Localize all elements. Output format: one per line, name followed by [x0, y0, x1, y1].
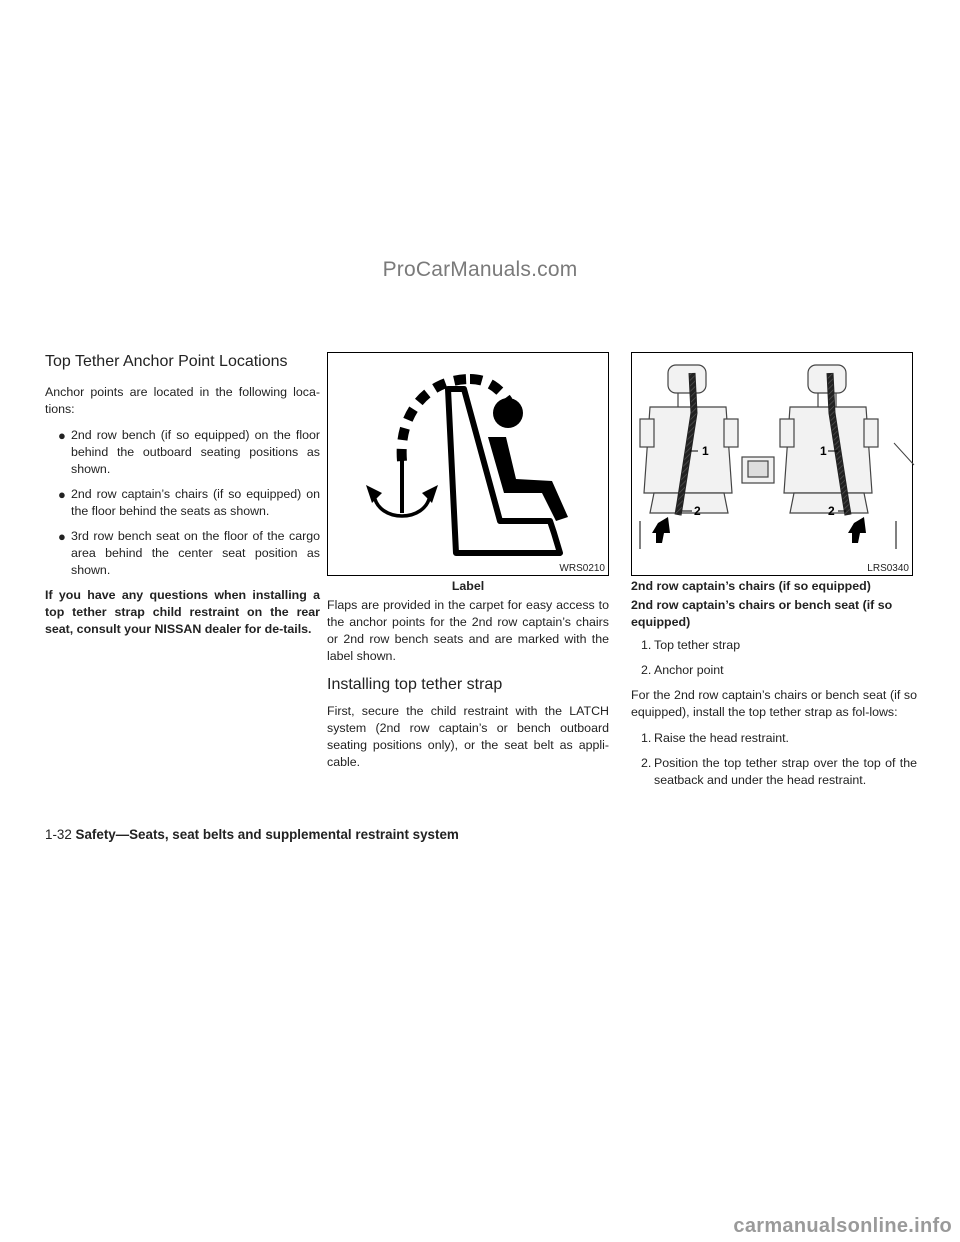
list-item: 1. Raise the head restraint. [641, 731, 789, 745]
subheading: 2nd row captain’s chairs or bench seat (if so equipped) [631, 598, 893, 629]
anchor-label-left: 2 [694, 504, 701, 518]
procedure-paragraph: For the 2nd row captain’s chairs or bench seat (if so equipped), install the top tether strap as fol-lows: [631, 688, 917, 719]
dealer-note: If you have any questions when installing a top tether strap child restraint on the rear seat, consult your NISSAN dealer for de-tails. [45, 588, 320, 636]
page-number: 1-32 [45, 827, 72, 842]
figure-caption: 2nd row captain’s chairs (if so equipped) [631, 579, 871, 593]
arrow-icon [652, 517, 866, 543]
tether-label-figure [327, 352, 609, 576]
page-footer [45, 827, 459, 842]
strap-label-left: 1 [702, 444, 709, 458]
section-heading: Top Tether Anchor Point Locations [45, 353, 288, 370]
list-item: 1. Top tether strap [641, 638, 741, 652]
captain-chairs-figure [631, 352, 913, 576]
column-left [45, 352, 320, 647]
intro-paragraph: Anchor points are located in the following loca-tions: [45, 385, 320, 416]
tether-anchor-icon [328, 353, 608, 575]
anchor-location-list [45, 427, 320, 579]
list-item: ● 2nd row captain’s chairs (if so equipped) on the floor behind the seats as shown. [58, 487, 320, 518]
flaps-paragraph: Flaps are provided in the carpet for easy access to the anchor points for the 2nd row captain’s chairs or 2nd row bench seats and are marked with the label shown. [327, 598, 609, 663]
steps-list [631, 730, 917, 789]
column-right [631, 352, 917, 797]
watermark-top: ProCarManuals.com [382, 258, 578, 281]
figure-code: LRS0340 [867, 563, 909, 574]
figure-caption: Label [451, 579, 485, 593]
install-heading: Installing top tether strap [327, 676, 503, 693]
figure-code: WRS0210 [559, 563, 605, 574]
column-middle [327, 352, 609, 780]
legend-list [631, 637, 917, 679]
bullet-icon: ● [58, 529, 66, 544]
list-item: 2. Anchor point [641, 663, 724, 677]
list-item: ● 3rd row bench seat on the floor of the cargo area behind the center seat position as shown. [58, 529, 320, 577]
strap-label-right: 1 [820, 444, 827, 458]
bullet-icon: ● [58, 428, 66, 443]
bullet-icon: ● [58, 487, 66, 502]
watermark-bottom: carmanualsonline.info [733, 1215, 952, 1237]
install-paragraph: First, secure the child restraint with the LATCH system (2nd row captain’s or bench outboard seating positions only), or the seat belt as appli-cable. [327, 704, 609, 769]
anchor-label-right: 2 [828, 504, 835, 518]
section-title: Safety—Seats, seat belts and supplemental restraint system [75, 827, 459, 842]
list-item: ● 2nd row bench (if so equipped) on the floor behind the outboard seating positions as shown. [58, 428, 320, 476]
list-item: 2. Position the top tether strap over the top of the seatback and under the head restraint. [641, 756, 917, 787]
captain-chairs-illustration [632, 353, 916, 575]
